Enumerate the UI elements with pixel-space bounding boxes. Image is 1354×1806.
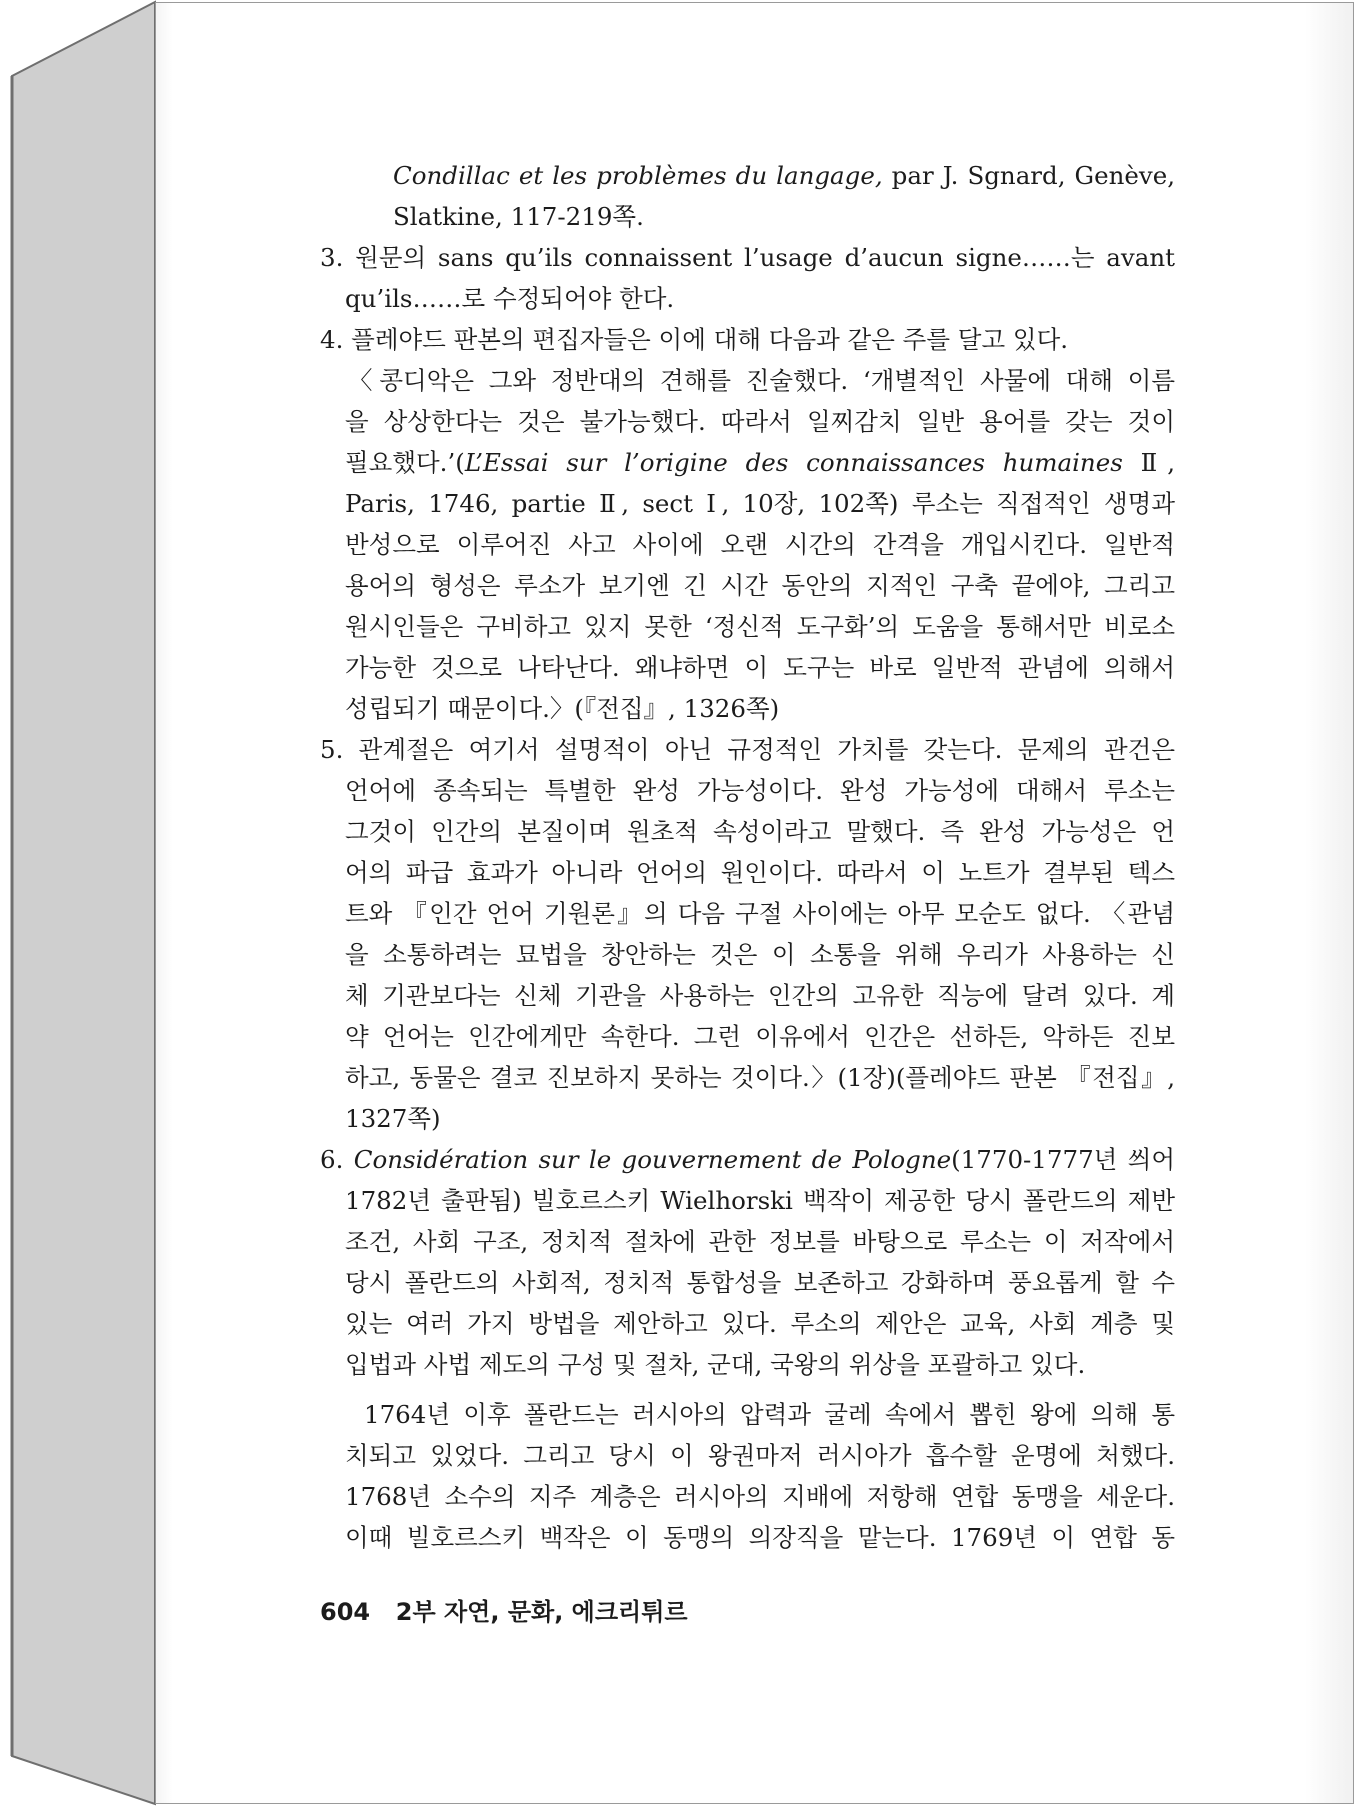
note-6-line-7: 1764년 이후 폴란드는 러시아의 압력과 굴레 속에서 뽑힌 왕에 의해 통 bbox=[364, 1400, 1175, 1429]
note-3-line-1: 3. 원문의 sans qu’ils connaissent l’usage d’aucun signe……는 avant bbox=[320, 243, 1175, 272]
note-3-line-2: qu’ils……로 수정되어야 한다. bbox=[345, 284, 675, 313]
note-5-line-10: 1327쪽) bbox=[345, 1104, 441, 1133]
note-6-line-5: 있는 여러 가지 방법을 제안하고 있다. 루소의 제안은 교육, 사회 계층 및 bbox=[345, 1309, 1175, 1338]
note-6-line-9: 1768년 소수의 지주 계층은 러시아의 지배에 저항해 연합 동맹을 세운다. bbox=[345, 1482, 1175, 1511]
note-5-line-5: 트와 『인간 언어 기원론』의 다음 구절 사이에는 아무 모순도 없다. 〈관념 bbox=[345, 899, 1175, 928]
note-4-line-3: 을 상상한다는 것은 불가능했다. 따라서 일찌감치 일반 용어를 갖는 것이 bbox=[345, 407, 1175, 436]
note-4-line-2: 〈콩디악은 그와 정반대의 견해를 진술했다. ‘개별적인 사물에 대해 이름 bbox=[348, 366, 1175, 395]
section-title: 2부 자연, 문화, 에크리튀르 bbox=[395, 1598, 688, 1626]
note-5-line-7: 체 기관보다는 신체 기관을 사용하는 인간의 고유한 직능에 달려 있다. 계 bbox=[345, 981, 1175, 1010]
note-4-line-9: 가능한 것으로 나타난다. 왜냐하면 이 도구는 바로 일반적 관념에 의해서 bbox=[345, 653, 1175, 682]
note-4-line-1: 4. 플레야드 판본의 편집자들은 이에 대해 다음과 같은 주를 달고 있다. bbox=[320, 325, 1069, 354]
note-6-line-4: 당시 폴란드의 사회적, 정치적 통합성을 보존하고 강화하며 풍요롭게 할 수 bbox=[345, 1268, 1175, 1297]
note-5-line-9: 하고, 동물은 결코 진보하지 못하는 것이다.〉(1장)(플레야드 판본 『전집』, bbox=[345, 1063, 1175, 1092]
page-footer bbox=[320, 1592, 688, 1627]
note-4-line-7: 용어의 형성은 루소가 보기엔 긴 시간 동안의 지적인 구축 끝에야, 그리고 bbox=[345, 571, 1175, 600]
note-5-line-3: 그것이 인간의 본질이며 원초적 속성이라고 말했다. 즉 완성 가능성은 언 bbox=[345, 817, 1175, 846]
note-4-line-8: 원시인들은 구비하고 있지 못한 ‘정신적 도구화’의 도움을 통해서만 비로소 bbox=[345, 612, 1175, 641]
book-side-edge bbox=[0, 0, 160, 1806]
note-6-line-8: 치되고 있었다. 그리고 당시 이 왕권마저 러시아가 흡수할 운명에 처했다. bbox=[345, 1441, 1175, 1470]
note-5-line-6: 을 소통하려는 묘법을 창안하는 것은 이 소통을 위해 우리가 사용하는 신 bbox=[345, 940, 1175, 969]
note-6-line-1: 6. Considération sur le gouvernement de Pologne(1770-1777년 씌어 bbox=[320, 1145, 1176, 1174]
note-4-line-4: 필요했다.’(L’Essai sur l’origine des connaissances humaines Ⅱ, bbox=[345, 448, 1176, 477]
note-6-line-2: 1782년 출판됨) 빌호르스키 Wielhorski 백작이 제공한 당시 폴란드의 제반 bbox=[345, 1186, 1175, 1215]
note-5-line-8: 약 언어는 인간에게만 속한다. 그런 이유에서 인간은 선하든, 악하든 진보 bbox=[345, 1022, 1175, 1051]
note-4-line-10: 성립되기 때문이다.〉(『전집』, 1326쪽) bbox=[345, 694, 780, 723]
note-5-line-2: 언어에 종속되는 특별한 완성 가능성이다. 완성 가능성에 대해서 루소는 bbox=[345, 776, 1175, 805]
book-side-face bbox=[12, 2, 155, 1804]
note-6-line-3: 조건, 사회 구조, 정치적 절차에 관한 정보를 바탕으로 루소는 이 저작에서 bbox=[345, 1227, 1175, 1256]
note-6-line-10: 이때 빌호르스키 백작은 이 동맹의 의장직을 맡는다. 1769년 이 연합 동 bbox=[345, 1523, 1175, 1552]
note-4-line-6: 반성으로 이루어진 사고 사이에 오랜 시간의 간격을 개입시킨다. 일반적 bbox=[345, 530, 1175, 559]
note-5-line-4: 어의 파급 효과가 아니라 언어의 원인이다. 따라서 이 노트가 결부된 텍스 bbox=[345, 858, 1175, 887]
note-2-continuation-line-2: Slatkine, 117-219쪽. bbox=[393, 202, 644, 231]
page-number: 604 bbox=[320, 1598, 371, 1626]
note-5-line-1: 5. 관계절은 여기서 설명적이 아닌 규정적인 가치를 갖는다. 문제의 관건은 bbox=[320, 735, 1175, 764]
note-4-line-5: Paris, 1746, partie Ⅱ, sect Ⅰ, 10장, 102쪽) 루소는 직접적인 생명과 bbox=[345, 489, 1175, 518]
note-2-continuation-line-1: Condillac et les problèmes du langage, par J. Sgnard, Genève, bbox=[393, 161, 1175, 190]
note-6-line-6: 입법과 사법 제도의 구성 및 절차, 군대, 국왕의 위상을 포괄하고 있다. bbox=[345, 1350, 1086, 1379]
